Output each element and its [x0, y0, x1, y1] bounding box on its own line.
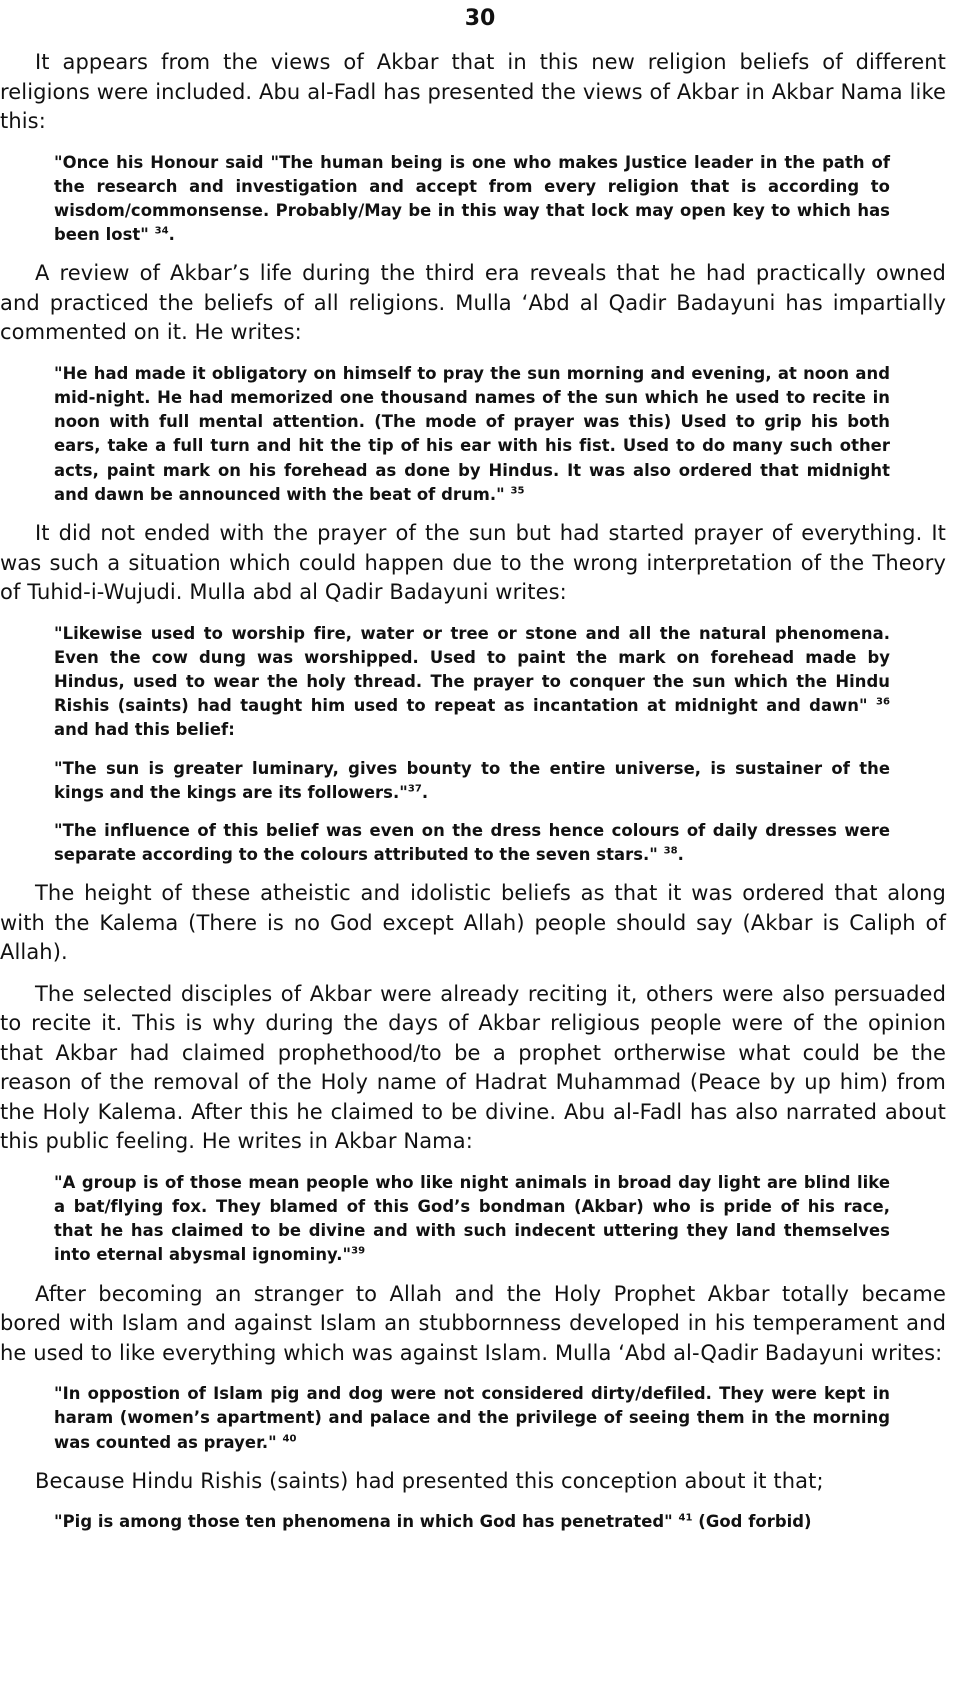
quote-1 — [54, 151, 890, 248]
quote-text: "Pig is among those ten phenomena in which God has penetrated" — [54, 1512, 673, 1532]
quote-tail: (God forbid) — [692, 1512, 812, 1532]
footnote-ref: 37 — [407, 783, 422, 795]
quote-text: "Likewise used to worship fire, water or tree or stone and all the natural phenomena. Even the cow dung was worshipped. Used to paint the mark on forehead made by Hindus, used to wear the holy thread. The prayer to conquer the sun which the Hindu Rishis (saints) had taught him used to repeat as incantation at midnight and dawn" — [54, 623, 890, 716]
quote-text: "Once his Honour said "The human being is one who makes Justice leader in the path of the research and investigation and accept from every religion that is according to wisdom/commonsense. Probably/May be in this way that lock may open key to which has been lost" — [54, 152, 890, 245]
paragraph-7: Because Hindu Rishis (saints) had presented this conception about it that; — [35, 1468, 824, 1493]
quote-tail: . — [168, 225, 175, 245]
paragraph-4: The height of these atheistic and idolistic beliefs as that it was ordered that along with the Kalema (There is no God except Allah) people should say (Akbar is Caliph of Allah). — [0, 881, 946, 965]
paragraph-6: After becoming an stranger to Allah and the Holy Prophet Akbar totally became bored with Islam and against Islam an stubbornness developed in his temperament and he used to like everything which was against Islam. Mulla ‘Abd al-Qadir Badayuni writes: — [0, 1281, 946, 1365]
footnote-ref: 40 — [282, 1433, 297, 1445]
quote-5 — [54, 819, 890, 867]
quote-text: "A group is of those mean people who like night animals in broad day light are blind like a bat/flying fox. They blamed of this God’s bondman (Akbar) who is pride of his race, that he has claimed to be divine and with such indecent uttering they land themselves into eternal abysmal ignominy." — [54, 1172, 890, 1265]
quote-text: "He had made it obligatory on himself to pray the sun morning and evening, at noon and mid-night. He had memorized one thousand names of the sun which he used to recite in noon with full mental attention. (The mode of prayer was this) Used to grip his both ears, take a full turn and hit the tip of his ear with his fist. Used to do many such other acts, paint mark on his forehead as done by Hindus. It was also ordered that midnight and dawn be announced with the beat of drum." — [54, 363, 890, 504]
paragraph-5: The selected disciples of Akbar were already reciting it, others were also persuaded to recite it. This is why during the days of Akbar religious people were of the opinion that Akbar had claimed prophethood/to be a prophet ortherwise what could be the reason of the removal of the Holy name of Hadrat Muhammad (Peace by up him) from the Holy Kalema. After this he claimed to be divine. Abu al-Fadl has also narrated about this public feeling. He writes in Akbar Nama: — [0, 981, 946, 1154]
page-number: 30 — [464, 6, 496, 31]
quote-3 — [54, 622, 890, 743]
paragraph-2: A review of Akbar’s life during the third era reveals that he had practically owned and practiced the beliefs of all religions. Mulla ‘Abd al Qadir Badayuni has impartially commented on it. He writes: — [0, 261, 946, 345]
paragraph-1: It appears from the views of Akbar that in this new religion beliefs of different religions were included. Abu al-Fadl has presented the views of Akbar in Akbar Nama like this: — [0, 50, 946, 133]
footnote-ref: 34 — [154, 225, 169, 237]
quote-6 — [54, 1171, 890, 1268]
quote-7 — [54, 1382, 890, 1455]
paragraph-3: It did not ended with the prayer of the sun but had started prayer of everything. It was such a situation which could happen due to the wrong interpretation of the Theory of Tuhid-i-Wujudi. Mulla abd al Qadir Badayuni writes: — [0, 521, 946, 605]
quote-tail: . — [421, 782, 429, 802]
quote-2 — [54, 362, 890, 507]
footnote-ref: 35 — [510, 485, 525, 497]
footnote-ref: 38 — [663, 845, 678, 857]
quote-tail: and had this belief: — [54, 720, 235, 740]
quote-text: "In oppostion of Islam pig and dog were not considered dirty/defiled. They were kept in haram (women’s apartment) and palace and the privilege of seeing them in the morning was counted as prayer." — [54, 1384, 890, 1452]
quote-4 — [54, 757, 890, 805]
footnote-ref: 36 — [875, 696, 890, 708]
footnote-ref: 39 — [351, 1246, 366, 1257]
quote-text: "The influence of this belief was even on the dress hence colours of daily dresses were separate according to the colours attributed to the seven stars." — [54, 820, 890, 865]
quote-tail: . — [677, 845, 684, 865]
footnote-ref: 41 — [678, 1512, 693, 1524]
quote-text: "The sun is greater luminary, gives bounty to the entire universe, is sustainer of the kings and the kings are its followers." — [54, 758, 890, 802]
quote-8 — [54, 1510, 890, 1534]
